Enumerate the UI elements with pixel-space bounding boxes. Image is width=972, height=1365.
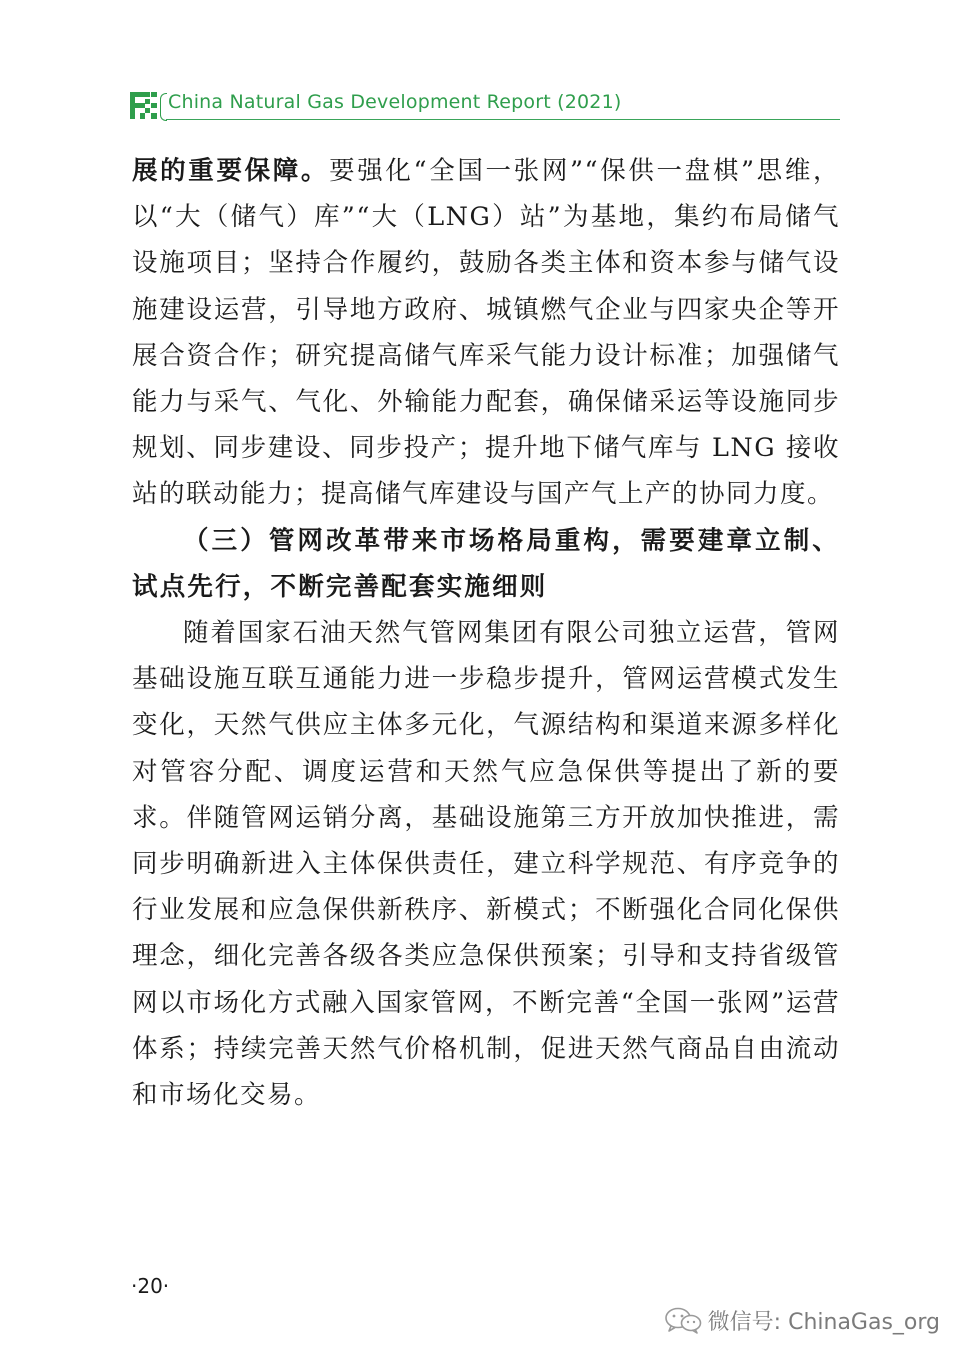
paragraph-pipeline-reform: 随着国家石油天然气管网集团有限公司独立运营，管网基础设施互联互通能力进一步稳步提升，管网运营模式发生变化，天然气供应主体多元化，气源结构和渠道来源多样化对管容分配、调度运营和天然气应急保供等提出了新的要求。伴随管网运销分离，基础设施第三方开放加快推进，需同步明确新进入主体保供责任，建立科学规范、有序竞争的行业发展和应急保供新秩序、新模式；不断强化合同化保供理念，细化完善各级各类应急保供预案；引导和支持省级管网以市场化方式融入国家管网，不断完善“全国一张网”运营体系；持续完善天然气价格机制，促进天然气商品自由流动和市场化交易。 bbox=[132, 618, 840, 1111]
report-logo-icon bbox=[130, 92, 157, 119]
watermark-text: 微信号: ChinaGas_org bbox=[707, 1309, 940, 1335]
page-header bbox=[130, 89, 840, 123]
paragraph-storage bbox=[132, 148, 840, 518]
paragraph-bold-lead: 展的重要保障。 bbox=[132, 156, 330, 186]
wechat-watermark bbox=[664, 1305, 940, 1335]
header-title: China Natural Gas Development Report (2021) bbox=[168, 91, 622, 113]
header-bracket bbox=[160, 93, 167, 121]
section-heading: （三）管网改革带来市场格局重构，需要建章立制、试点先行，不断完善配套实施细则 bbox=[132, 525, 840, 602]
header-rule bbox=[166, 119, 840, 120]
paragraph-text: 要强化“全国一张网”“保供一盘棋”思维，以“大（储气）库”“大（LNG）站”为基地，集约布局储气设施项目；坚持合作履约，鼓励各类主体和资本参与储气设施建设运营，引导地方政府、城镇燃气企业与四家央企等开展合资合作；研究提高储气库采气能力设计标准；加强储气能力与采气、气化、外输能力配套，确保储采运等设施同步规划、同步建设、同步投产；提升地下储气库与 LNG 接收站的联动能力；提高储气库建设与国产气上产的协同力度。 bbox=[132, 156, 840, 510]
wechat-icon bbox=[664, 1306, 702, 1334]
page-number: ·20· bbox=[131, 1274, 170, 1298]
page-body bbox=[132, 148, 840, 1118]
